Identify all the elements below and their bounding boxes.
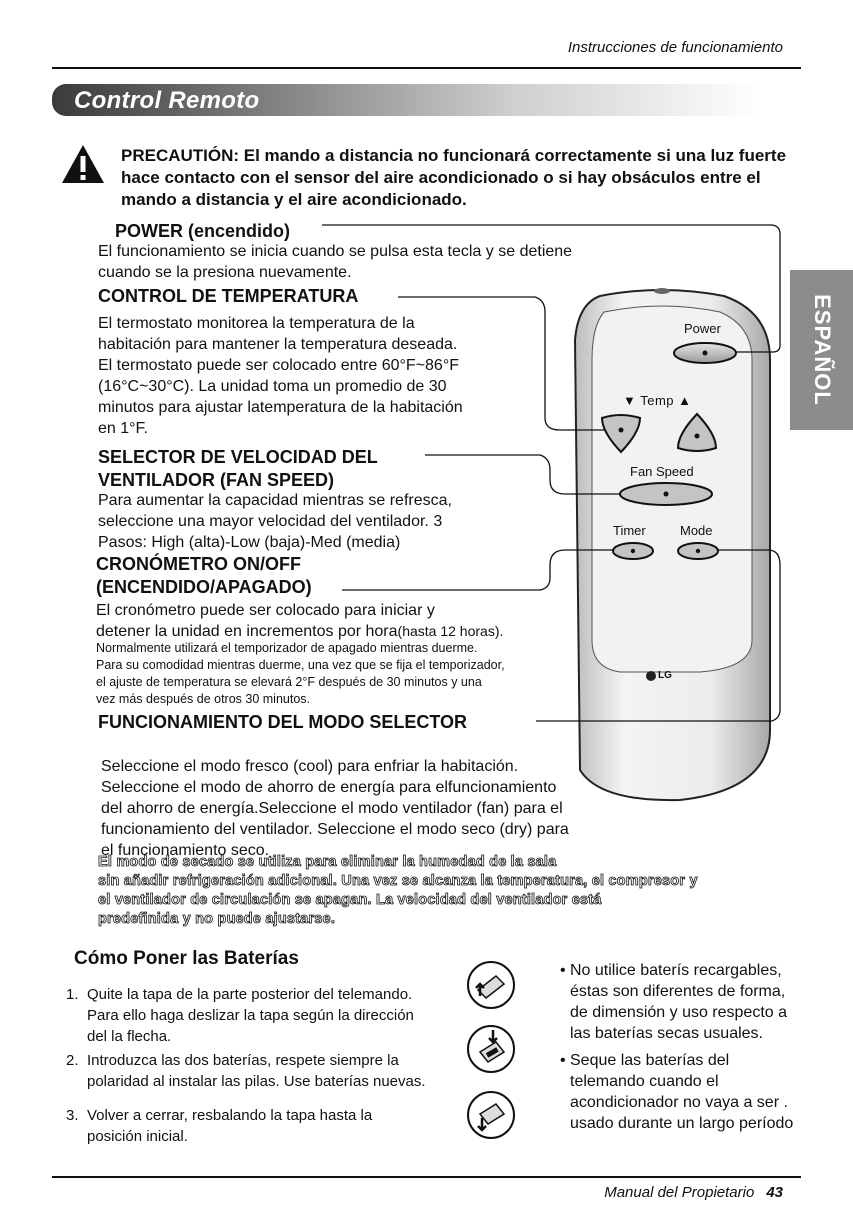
text-line: Seleccione el modo de ahorro de energía para elfuncionamiento [101,779,557,796]
battery-step-2 [66,1050,466,1092]
temperature-heading: CONTROL DE TEMPERATURA [98,286,359,306]
text-line: el ventilador de circulación se apagan. La velocidad del ventilador está [98,892,602,908]
temp-down-button[interactable] [598,410,644,456]
text-line: El modo de secado se utiliza para eliminar la humedad de la sala [98,854,557,870]
running-header: Instrucciones de funcionamiento [567,39,783,56]
power-button[interactable] [672,340,738,366]
brand-name: LG [658,670,672,681]
text-line: sin añadir refrigeración adicional. Una vez se alcanza la temperatura, el compresor y [98,873,698,889]
timer-button[interactable] [611,540,655,562]
text-line: Para ello haga deslizar la tapa según la dirección [87,1007,414,1024]
language-tab-label: ESPAÑOL [809,294,835,406]
footer-text: Manual del Propietario [604,1184,755,1201]
temp-buttons-label: ▼ Temp ▲ [623,393,692,408]
text-line: del la flecha. [87,1028,172,1045]
lg-logo-icon [646,671,656,681]
text-line: Introduzca las dos baterías, respete siempre la [87,1052,399,1069]
text-line: cuando se la presiona nuevamente. [98,264,352,281]
close-cover-icon [466,1090,516,1140]
text-line: Pasos: High (alta)-Low (baja)-Med (media) [98,534,401,551]
text-line: el ajuste de temperatura se elevará 2°F después de 30 minutos y una [96,675,482,689]
heading-line: (ENCENDIDO/APAGADO) [96,577,312,597]
text-line: habitación para mantener la temperatura deseada. [98,336,458,353]
section-title: Control Remoto [74,87,260,114]
power-heading: POWER (encendido) [115,221,290,241]
callout-line-timer [342,550,615,590]
footer-divider [52,1176,801,1178]
text-line: Para aumentar la capacidad mientras se refresca, [98,492,452,509]
text-line: detener la unidad en incrementos por hora(hasta 12 horas). [96,623,504,640]
mode-button[interactable] [676,540,720,562]
text-line: acondicionador no vaya a ser . [570,1094,788,1111]
text-line: seleccione una mayor velocidad del ventilador. 3 [98,513,443,530]
fan-speed-button-label: Fan Speed [630,464,694,479]
step-number: 1. [66,986,79,1003]
text-line: Quite la tapa de la parte posterior del telemando. [87,986,413,1003]
text-line: posición inicial. [87,1128,188,1145]
battery-note-2 [560,1050,810,1134]
step-number: 3. [66,1107,79,1124]
text-line: funcionamiento del ventilador. Seleccione el modo seco (dry) para [101,821,569,838]
text-line: Normalmente utilizará el temporizador de apagado mientras duerme. [96,641,478,655]
text-line: telemando cuando el [570,1073,719,1090]
battery-note-1 [560,960,810,1044]
text-line: las baterías secas usuales. [570,1025,763,1042]
text-line: minutos para ajustar latemperatura de la habitación [98,399,463,416]
text-line: Seque las baterías del [570,1052,730,1069]
batteries-heading: Cómo Poner las Baterías [74,948,299,969]
caution-text: PRECAUTIÓN: El mando a distancia no funcionará correctamente si una luz fuerte hace contacto con el sensor del aire acondicionado o si hay obsáculos entre el mando a distancia y el aire acondicionado. [121,146,787,209]
text-line: de dimensión y uso respecto a [570,1004,788,1021]
text-line: El termostato monitorea la temperatura de la [98,315,415,332]
text-line: Para su comodidad mientras duerme, una vez que se fija el temporizador, [96,658,505,672]
text-line: El termostato puede ser colocado entre 60°F~86°F [98,357,459,374]
text-line: El funcionamiento se inicia cuando se pulsa esta tecla y se detiene [98,243,573,260]
text-line: No utilice baterís recargables, [570,962,782,979]
text-line: del ahorro de energía.Seleccione el modo ventilador (fan) para el [101,800,563,817]
mode-button-label: Mode [680,523,713,538]
text-line: usado durante un largo período [570,1115,794,1132]
text-line: en 1°F. [98,420,148,437]
text-line: Volver a cerrar, resbalando la tapa hasta la [87,1107,373,1124]
power-button-label: Power [684,321,721,336]
bullet-dot: • [560,1052,566,1069]
timer-button-label: Timer [613,523,646,538]
text-line: polaridad al instalar las pilas. Use baterías nuevas. [87,1073,426,1090]
heading-line: CRONÓMETRO ON/OFF [96,554,301,574]
brand-logo [646,670,672,681]
page-number: 43 [766,1184,783,1201]
temp-up-button[interactable] [674,410,720,456]
heading-line: SELECTOR DE VELOCIDAD DEL [98,447,378,467]
text-line: El cronómetro puede ser colocado para iniciar y [96,602,435,619]
ir-emitter [654,288,670,294]
remove-cover-icon [466,960,516,1010]
heading-line: VENTILADOR (FAN SPEED) [98,470,335,490]
mode-heading: FUNCIONAMIENTO DEL MODO SELECTOR [98,712,468,732]
battery-step-3 [66,1105,466,1147]
text-line: el funcionamiento seco. [101,842,270,859]
step-number: 2. [66,1052,79,1069]
insert-batteries-icon [466,1024,516,1074]
text-line: (16°C~30°C). La unidad toma un promedio de 30 [98,378,447,395]
text-line: vez más después de otros 30 minutos. [96,692,311,706]
text-line: éstas son diferentes de forma, [570,983,786,1000]
text-line: predefinida y no puede ajustarse. [98,911,336,927]
text-line: Seleccione el modo fresco (cool) para enfriar la habitación. [101,758,519,775]
page-footer [604,1184,783,1201]
bullet-dot: • [560,962,566,979]
fan-speed-button[interactable] [618,480,714,508]
battery-step-1 [66,984,466,1047]
